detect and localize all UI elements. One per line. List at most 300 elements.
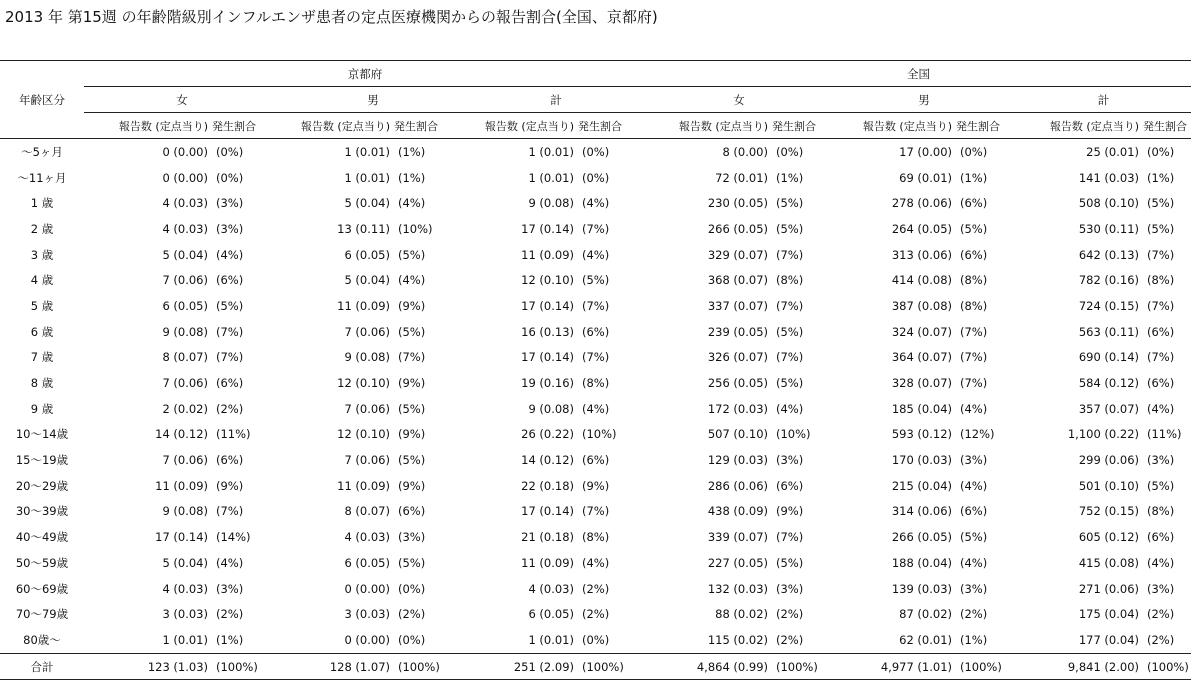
count-cell: 175 (0.04) [1078, 607, 1139, 622]
count-cell: 239 (0.05) [707, 324, 768, 339]
influenza-report-table [0, 60, 1191, 680]
rate-cell: (6%) [398, 504, 426, 519]
table-row [0, 216, 1191, 242]
table-row [0, 627, 1191, 653]
count-cell: 299 (0.06) [1078, 453, 1139, 468]
rate-cell: (6%) [1147, 376, 1175, 391]
age-cell: 7 歳 [30, 350, 54, 365]
table-row [0, 653, 1191, 680]
rate-cell: (1%) [776, 170, 804, 185]
rate-cell: (6%) [582, 453, 610, 468]
count-cell: 7 (0.06) [162, 376, 208, 391]
rate-cell: (8%) [960, 298, 988, 313]
rate-cell: (4%) [216, 247, 244, 262]
count-cell: 14 (0.12) [521, 453, 574, 468]
table-row [0, 601, 1191, 627]
sex-header: 計 [1016, 87, 1191, 113]
count-cell: 172 (0.03) [707, 401, 768, 416]
count-cell: 329 (0.07) [707, 247, 768, 262]
age-cell: ～11ヶ月 [17, 170, 67, 185]
count-cell: 5 (0.04) [162, 247, 208, 262]
rate-cell: (5%) [776, 376, 804, 391]
rate-cell: (3%) [1147, 453, 1175, 468]
rate-cell: (8%) [960, 273, 988, 288]
rate-cell: (0%) [216, 170, 244, 185]
rate-cell: (2%) [776, 632, 804, 647]
rate-cell: (2%) [960, 607, 988, 622]
table-row [0, 473, 1191, 499]
rate-cell: (10%) [398, 221, 433, 236]
count-cell: 69 (0.01) [899, 170, 952, 185]
count-subheader: 報告数 (定点当り) [832, 113, 954, 139]
count-cell: 227 (0.05) [707, 555, 768, 570]
count-cell: 3 (0.03) [162, 607, 208, 622]
rate-cell: (7%) [776, 350, 804, 365]
rate-cell: (4%) [398, 273, 426, 288]
rate-cell: (100%) [210, 653, 280, 680]
table-row [0, 396, 1191, 422]
count-cell: 7 (0.06) [344, 324, 390, 339]
count-cell: 0 (0.00) [344, 632, 390, 647]
count-cell: 7 (0.06) [162, 273, 208, 288]
count-cell: 22 (0.18) [521, 478, 574, 493]
rate-cell: (7%) [1147, 350, 1175, 365]
count-cell: 1 (0.01) [528, 632, 574, 647]
rate-cell: (0%) [776, 144, 804, 159]
rate-cell: (4%) [398, 196, 426, 211]
count-cell: 25 (0.01) [1086, 144, 1139, 159]
table-row [0, 422, 1191, 448]
count-cell: 508 (0.10) [1078, 196, 1139, 211]
rate-cell: (5%) [960, 530, 988, 545]
count-cell: 9 (0.08) [344, 350, 390, 365]
rate-cell: (11%) [1147, 427, 1182, 442]
page-title: 2013 年 第15週 の年齢階級別インフルエンザ患者の定点医療機関からの報告割合(全国、京都府) [5, 8, 658, 26]
age-cell: 70～79歳 [15, 607, 69, 622]
rate-cell: (8%) [582, 530, 610, 545]
count-cell: 1 (0.01) [162, 632, 208, 647]
count-cell: 4 (0.03) [162, 581, 208, 596]
rate-cell: (0%) [216, 144, 244, 159]
rate-cell: (5%) [1147, 221, 1175, 236]
rate-cell: (4%) [582, 401, 610, 416]
count-cell: 271 (0.06) [1078, 581, 1139, 596]
rate-cell: (7%) [960, 324, 988, 339]
count-cell: 339 (0.07) [707, 530, 768, 545]
table-row [0, 139, 1191, 165]
count-cell: 266 (0.05) [707, 221, 768, 236]
age-cell: 8 歳 [30, 376, 54, 391]
count-cell: 6 (0.05) [162, 298, 208, 313]
rate-cell: (6%) [216, 453, 244, 468]
rate-cell: (0%) [582, 632, 610, 647]
rate-cell: (9%) [398, 298, 426, 313]
count-cell: 501 (0.10) [1078, 478, 1139, 493]
rate-cell: (6%) [960, 196, 988, 211]
rate-cell: (7%) [776, 247, 804, 262]
count-cell: 264 (0.05) [891, 221, 952, 236]
count-cell: 5 (0.04) [344, 196, 390, 211]
count-cell: 584 (0.12) [1078, 376, 1139, 391]
rate-subheader: 発生割合 [770, 113, 832, 139]
count-cell: 286 (0.06) [707, 478, 768, 493]
rate-cell: (2%) [582, 581, 610, 596]
rate-cell: (8%) [776, 273, 804, 288]
age-cell: ～5ヶ月 [21, 144, 63, 159]
rate-cell: (3%) [216, 196, 244, 211]
count-cell: 8 (0.00) [722, 144, 768, 159]
count-cell: 8 (0.07) [162, 350, 208, 365]
count-cell: 170 (0.03) [891, 453, 952, 468]
rate-cell: (5%) [582, 273, 610, 288]
count-cell: 0 (0.00) [162, 144, 208, 159]
table-row [0, 447, 1191, 473]
rate-cell: (1%) [398, 170, 426, 185]
count-cell: 128 (1.07) [280, 653, 392, 680]
rate-cell: (5%) [398, 247, 426, 262]
count-cell: 11 (0.09) [521, 247, 574, 262]
count-cell: 9 (0.08) [528, 196, 574, 211]
count-cell: 12 (0.10) [337, 376, 390, 391]
table-row [0, 190, 1191, 216]
rate-cell: (7%) [960, 350, 988, 365]
count-subheader: 報告数 (定点当り) [1016, 113, 1141, 139]
count-cell: 387 (0.08) [891, 298, 952, 313]
rate-cell: (5%) [776, 196, 804, 211]
rate-cell: (5%) [398, 453, 426, 468]
count-cell: 5 (0.04) [344, 273, 390, 288]
rate-cell: (6%) [960, 504, 988, 519]
count-cell: 9 (0.08) [528, 401, 574, 416]
rate-cell: (7%) [216, 324, 244, 339]
rate-cell: (3%) [960, 581, 988, 596]
count-cell: 19 (0.16) [521, 376, 574, 391]
rate-subheader: 発生割合 [1141, 113, 1191, 139]
count-cell: 17 (0.14) [521, 298, 574, 313]
rate-cell: (7%) [216, 350, 244, 365]
age-cell: 50～59歳 [15, 555, 69, 570]
age-cell: 10～14歳 [15, 427, 69, 442]
table-row [0, 499, 1191, 525]
rate-cell: (0%) [398, 632, 426, 647]
rate-cell: (4%) [582, 247, 610, 262]
table-row [0, 165, 1191, 191]
rate-cell: (7%) [1147, 298, 1175, 313]
age-cell: 9 歳 [30, 401, 54, 416]
table-row [0, 370, 1191, 396]
rate-cell: (7%) [398, 350, 426, 365]
count-cell: 2 (0.02) [162, 401, 208, 416]
count-cell: 1 (0.01) [528, 170, 574, 185]
rate-cell: (100%) [954, 653, 1016, 680]
count-cell: 414 (0.08) [891, 273, 952, 288]
rate-cell: (6%) [216, 273, 244, 288]
count-cell: 17 (0.14) [521, 504, 574, 519]
count-cell: 17 (0.14) [521, 221, 574, 236]
count-cell: 17 (0.14) [155, 530, 208, 545]
rate-cell: (4%) [582, 555, 610, 570]
count-cell: 326 (0.07) [707, 350, 768, 365]
rate-cell: (2%) [776, 607, 804, 622]
rate-cell: (7%) [582, 504, 610, 519]
count-cell: 7 (0.06) [344, 453, 390, 468]
rate-cell: (6%) [776, 478, 804, 493]
count-cell: 215 (0.04) [891, 478, 952, 493]
rate-cell: (0%) [582, 144, 610, 159]
table-row [0, 576, 1191, 602]
rate-cell: (0%) [960, 144, 988, 159]
count-cell: 690 (0.14) [1078, 350, 1139, 365]
count-cell: 266 (0.05) [891, 530, 952, 545]
count-cell: 4 (0.03) [344, 530, 390, 545]
table-row [0, 319, 1191, 345]
table-row [0, 524, 1191, 550]
count-cell: 11 (0.09) [337, 298, 390, 313]
count-cell: 12 (0.10) [337, 427, 390, 442]
count-cell: 1 (0.01) [344, 170, 390, 185]
table-row [0, 550, 1191, 576]
count-cell: 605 (0.12) [1078, 530, 1139, 545]
count-cell: 62 (0.01) [899, 632, 952, 647]
rate-cell: (12%) [960, 427, 995, 442]
count-cell: 21 (0.18) [521, 530, 574, 545]
count-cell: 4 (0.03) [528, 581, 574, 596]
count-cell: 7 (0.06) [162, 453, 208, 468]
count-subheader: 報告数 (定点当り) [466, 113, 576, 139]
count-cell: 139 (0.03) [891, 581, 952, 596]
count-cell: 364 (0.07) [891, 350, 952, 365]
count-cell: 230 (0.05) [707, 196, 768, 211]
rate-cell: (5%) [776, 221, 804, 236]
count-cell: 324 (0.07) [891, 324, 952, 339]
rate-cell: (4%) [582, 196, 610, 211]
count-cell: 357 (0.07) [1078, 401, 1139, 416]
sex-header: 計 [466, 87, 646, 113]
table-row [0, 293, 1191, 319]
count-cell: 278 (0.06) [891, 196, 952, 211]
count-cell: 1 (0.01) [528, 144, 574, 159]
rate-cell: (5%) [776, 324, 804, 339]
rate-cell: (3%) [398, 530, 426, 545]
count-cell: 11 (0.09) [337, 478, 390, 493]
rate-cell: (9%) [398, 376, 426, 391]
rate-cell: (6%) [1147, 530, 1175, 545]
rate-cell: (2%) [216, 607, 244, 622]
count-cell: 4,977 (1.01) [832, 653, 954, 680]
count-cell: 563 (0.11) [1078, 324, 1139, 339]
count-cell: 11 (0.09) [155, 478, 208, 493]
count-cell: 72 (0.01) [715, 170, 768, 185]
count-cell: 530 (0.11) [1078, 221, 1139, 236]
rate-cell: (7%) [582, 221, 610, 236]
region-header-kyoto: 京都府 [84, 61, 646, 87]
rate-cell: (4%) [960, 478, 988, 493]
rate-cell: (7%) [960, 376, 988, 391]
rate-cell: (3%) [960, 453, 988, 468]
count-cell: 782 (0.16) [1078, 273, 1139, 288]
rate-cell: (1%) [216, 632, 244, 647]
count-cell: 9,841 (2.00) [1016, 653, 1141, 680]
count-cell: 9 (0.08) [162, 324, 208, 339]
count-cell: 256 (0.05) [707, 376, 768, 391]
rate-cell: (3%) [216, 221, 244, 236]
count-cell: 3 (0.03) [344, 607, 390, 622]
count-cell: 6 (0.05) [344, 555, 390, 570]
rate-subheader: 発生割合 [954, 113, 1016, 139]
rate-cell: (2%) [1147, 632, 1175, 647]
rate-cell: (9%) [216, 478, 244, 493]
rate-cell: (7%) [582, 298, 610, 313]
count-cell: 313 (0.06) [891, 247, 952, 262]
count-cell: 9 (0.08) [162, 504, 208, 519]
count-cell: 337 (0.07) [707, 298, 768, 313]
age-cell: 1 歳 [30, 196, 54, 211]
count-cell: 0 (0.00) [344, 581, 390, 596]
count-cell: 17 (0.14) [521, 350, 574, 365]
rate-cell: (2%) [216, 401, 244, 416]
age-cell: 40～49歳 [15, 530, 69, 545]
count-cell: 724 (0.15) [1078, 298, 1139, 313]
count-cell: 752 (0.15) [1078, 504, 1139, 519]
rate-cell: (5%) [398, 555, 426, 570]
count-cell: 1,100 (0.22) [1067, 427, 1139, 442]
count-cell: 368 (0.07) [707, 273, 768, 288]
count-cell: 13 (0.11) [337, 221, 390, 236]
count-cell: 7 (0.06) [344, 401, 390, 416]
count-cell: 87 (0.02) [899, 607, 952, 622]
rate-cell: (8%) [1147, 504, 1175, 519]
rate-cell: (9%) [398, 427, 426, 442]
rate-cell: (6%) [1147, 324, 1175, 339]
rate-cell: (7%) [776, 530, 804, 545]
count-cell: 642 (0.13) [1078, 247, 1139, 262]
rate-cell: (0%) [582, 170, 610, 185]
table-row [0, 242, 1191, 268]
age-cell: 合計 [0, 653, 84, 680]
sex-header: 男 [832, 87, 1016, 113]
rate-cell: (3%) [776, 581, 804, 596]
count-cell: 314 (0.06) [891, 504, 952, 519]
count-cell: 16 (0.13) [521, 324, 574, 339]
count-cell: 177 (0.04) [1078, 632, 1139, 647]
rate-cell: (100%) [770, 653, 832, 680]
rate-cell: (4%) [960, 401, 988, 416]
count-cell: 123 (1.03) [84, 653, 210, 680]
rate-cell: (2%) [398, 607, 426, 622]
age-cell: 3 歳 [30, 247, 54, 262]
rate-cell: (9%) [398, 478, 426, 493]
count-cell: 115 (0.02) [707, 632, 768, 647]
rate-cell: (4%) [216, 555, 244, 570]
count-cell: 5 (0.04) [162, 555, 208, 570]
age-cell: 4 歳 [30, 273, 54, 288]
sex-header: 女 [84, 87, 280, 113]
count-cell: 132 (0.03) [707, 581, 768, 596]
rate-cell: (2%) [1147, 607, 1175, 622]
count-cell: 8 (0.07) [344, 504, 390, 519]
count-cell: 26 (0.22) [521, 427, 574, 442]
sex-header: 女 [646, 87, 832, 113]
rate-cell: (5%) [960, 221, 988, 236]
table-row [0, 345, 1191, 371]
age-cell: 6 歳 [30, 324, 54, 339]
rate-cell: (7%) [582, 350, 610, 365]
count-cell: 593 (0.12) [891, 427, 952, 442]
age-cell: 30～39歳 [15, 504, 69, 519]
rate-cell: (4%) [1147, 401, 1175, 416]
age-cell: 80歳～ [23, 632, 61, 647]
count-cell: 17 (0.00) [899, 144, 952, 159]
count-cell: 4 (0.03) [162, 196, 208, 211]
count-cell: 12 (0.10) [521, 273, 574, 288]
rate-cell: (5%) [1147, 196, 1175, 211]
rate-subheader: 発生割合 [392, 113, 466, 139]
rate-cell: (9%) [776, 504, 804, 519]
age-cell: 60～69歳 [15, 581, 69, 596]
rate-cell: (0%) [398, 581, 426, 596]
rate-cell: (3%) [1147, 581, 1175, 596]
count-cell: 185 (0.04) [891, 401, 952, 416]
count-cell: 6 (0.05) [344, 247, 390, 262]
rate-cell: (3%) [776, 453, 804, 468]
rate-cell: (6%) [216, 376, 244, 391]
rate-cell: (7%) [216, 504, 244, 519]
rate-cell: (4%) [1147, 555, 1175, 570]
age-column-header: 年齢区分 [0, 61, 84, 139]
count-cell: 11 (0.09) [521, 555, 574, 570]
rate-cell: (7%) [1147, 247, 1175, 262]
age-cell: 5 歳 [30, 298, 54, 313]
rate-cell: (100%) [392, 653, 466, 680]
count-subheader: 報告数 (定点当り) [84, 113, 210, 139]
count-cell: 415 (0.08) [1078, 555, 1139, 570]
count-cell: 188 (0.04) [891, 555, 952, 570]
rate-cell: (100%) [1141, 653, 1191, 680]
rate-cell: (11%) [216, 427, 251, 442]
count-subheader: 報告数 (定点当り) [280, 113, 392, 139]
table-row [0, 267, 1191, 293]
rate-cell: (9%) [582, 478, 610, 493]
rate-cell: (14%) [216, 530, 251, 545]
age-cell: 15～19歳 [15, 453, 69, 468]
age-cell: 20～29歳 [15, 478, 69, 493]
rate-subheader: 発生割合 [210, 113, 280, 139]
age-cell: 2 歳 [30, 221, 54, 236]
count-cell: 4,864 (0.99) [646, 653, 770, 680]
rate-cell: (8%) [582, 376, 610, 391]
rate-cell: (5%) [776, 555, 804, 570]
count-cell: 251 (2.09) [466, 653, 576, 680]
rate-cell: (3%) [216, 581, 244, 596]
count-cell: 1 (0.01) [344, 144, 390, 159]
count-cell: 0 (0.00) [162, 170, 208, 185]
count-cell: 14 (0.12) [155, 427, 208, 442]
rate-cell: (7%) [776, 298, 804, 313]
rate-cell: (2%) [582, 607, 610, 622]
count-cell: 507 (0.10) [707, 427, 768, 442]
rate-cell: (5%) [1147, 478, 1175, 493]
rate-cell: (4%) [960, 555, 988, 570]
rate-cell: (0%) [1147, 144, 1175, 159]
rate-cell: (4%) [776, 401, 804, 416]
rate-cell: (5%) [216, 298, 244, 313]
count-cell: 6 (0.05) [528, 607, 574, 622]
rate-cell: (1%) [960, 632, 988, 647]
rate-cell: (1%) [960, 170, 988, 185]
count-cell: 88 (0.02) [715, 607, 768, 622]
count-cell: 328 (0.07) [891, 376, 952, 391]
count-subheader: 報告数 (定点当り) [646, 113, 770, 139]
